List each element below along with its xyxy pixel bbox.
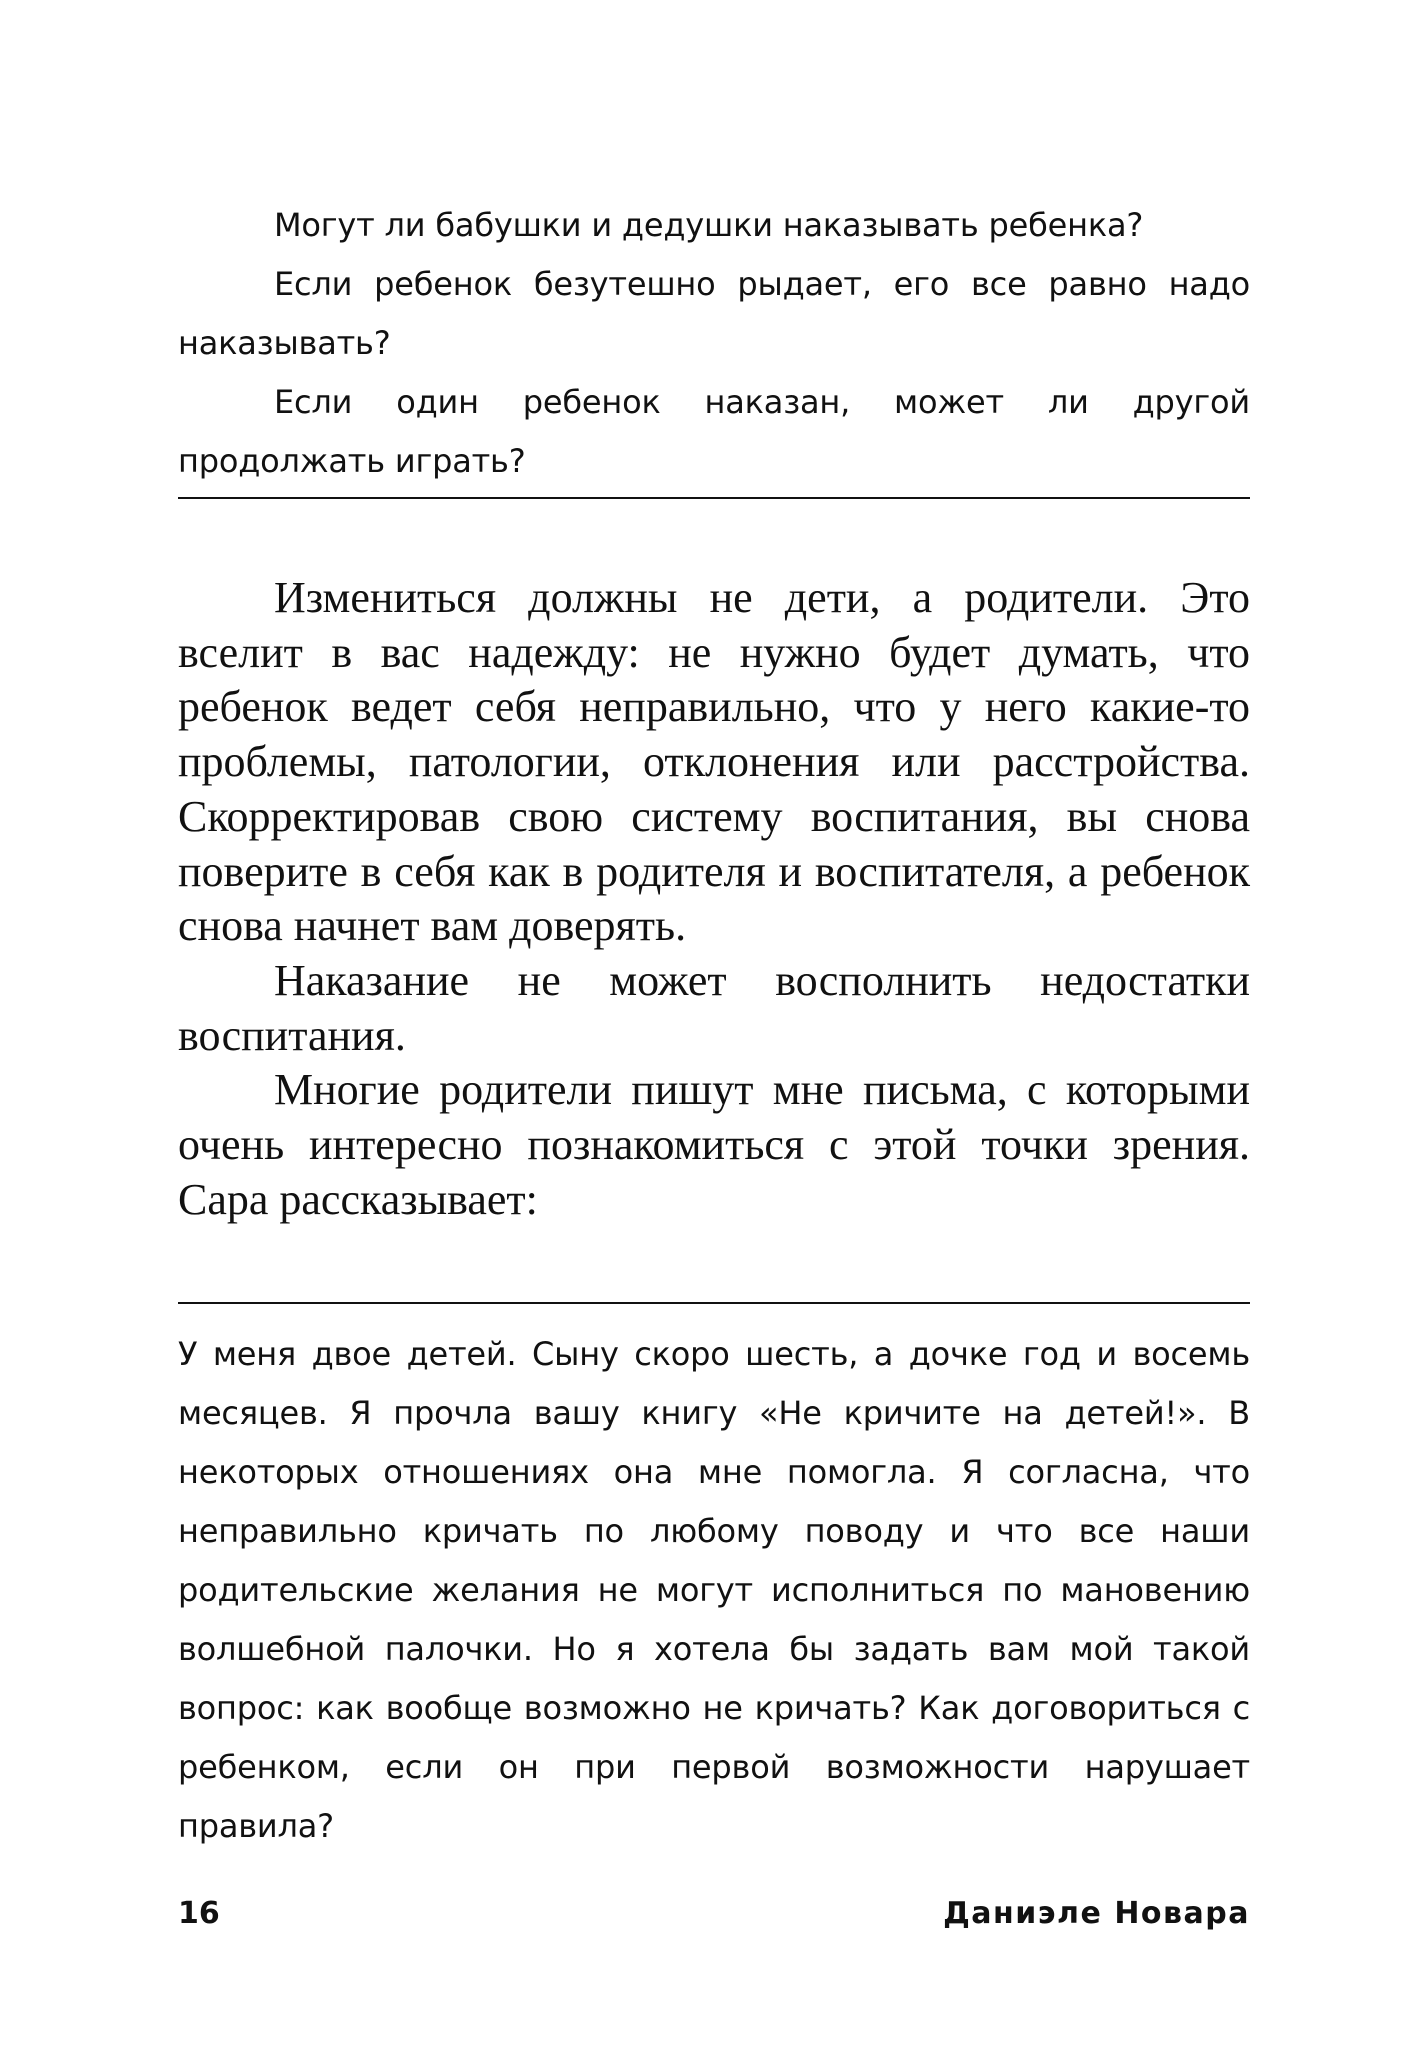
question-2: Если ребенок безутешно рыдает, его все равно надо наказывать?	[178, 265, 1250, 362]
letter-quote	[178, 1325, 1250, 1856]
letter-text: У меня двое детей. Сыну скоро шесть, а дочке год и восемь месяцев. Я прочла вашу книгу «Не кричите на детей!». В некоторых отношениях она мне помогла. Я согласна, что неправильно кричать по любому поводу и что все наши родительские желания не могут исполниться по мановению волшебной палочки. Но я хотела бы задать вам мой такой вопрос: как вообще возможно не кричать? Как договориться с ребенком, если он при первой возможности нарушает правила?	[178, 1335, 1250, 1845]
page-number: 16	[178, 1896, 220, 1931]
main-paragraph-3: Многие родители пишут мне письма, с которыми очень интересно познакомиться с этой точки зрения. Сара рассказывает:	[178, 1065, 1250, 1224]
main-paragraph-2: Наказание не может восполнить недостатки воспитания.	[178, 955, 1250, 1060]
author-name: Даниэле Новара	[943, 1896, 1250, 1931]
divider-top	[178, 497, 1250, 499]
main-paragraph-1: Измениться должны не дети, а родители. Это вселит в вас надежду: не нужно будет думать, что ребенок ведет себя неправильно, что у него какие-то проблемы, патологии, отклонения или расстройства. Скорректировав свою систему воспитания, вы снова поверите в себя как в родителя и воспитателя, а ребенок снова начнет вам доверять.	[178, 573, 1250, 951]
divider-bottom	[178, 1302, 1250, 1304]
page-footer	[178, 1889, 1250, 1939]
main-text	[178, 571, 1250, 1227]
question-1: Могут ли бабушки и дедушки наказывать ребенка?	[274, 206, 1144, 244]
question-3: Если один ребенок наказан, может ли другой продолжать играть?	[178, 383, 1250, 480]
question-list	[178, 196, 1250, 491]
